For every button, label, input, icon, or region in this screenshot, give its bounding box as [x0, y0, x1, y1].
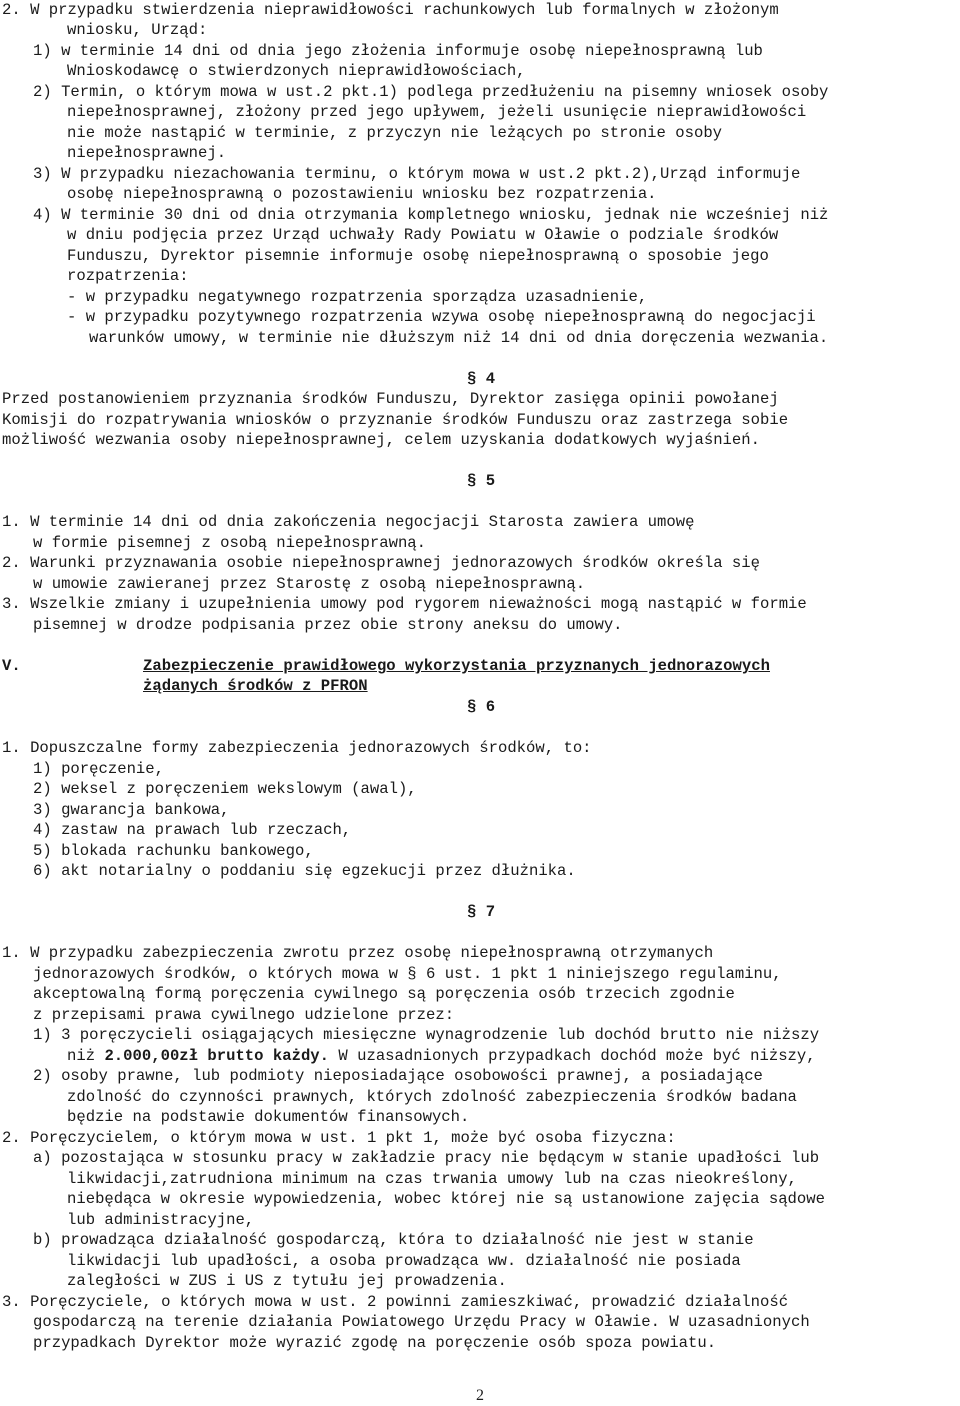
text-line: 1) 3 poręczycieli osiągających miesięczne wynagrodzenie lub dochód brutto nie niższy: [33, 1026, 820, 1044]
text-line: 4) W terminie 30 dni od dnia otrzymania kompletnego wniosku, jednak nie wcześniej niż: [33, 206, 829, 224]
text-line: nie może nastąpić w terminie, z przyczyn nie leżących po stronie osoby: [67, 124, 723, 142]
text-line: 2. W przypadku stwierdzenia nieprawidłowości rachunkowych lub formalnych w złożonym: [2, 1, 779, 19]
text-line: likwidacji lub upadłości, a osoba prowadząca ww. działalność nie posiada: [67, 1252, 741, 1270]
text-line: 5) blokada rachunku bankowego,: [33, 842, 314, 860]
text-line: z przepisami prawa cywilnego udzielone przez:: [33, 1006, 455, 1024]
text-line: rozpatrzenia:: [67, 267, 189, 285]
text-line: zaległości w ZUS i US z tytułu jej prowadzenia.: [67, 1272, 507, 1290]
text-line: niepełnosprawnej.: [67, 144, 227, 162]
text-line: w dniu podjęcia przez Urząd uchwały Rady Powiatu w Oławie o podziale środków: [67, 226, 779, 244]
section-title: żądanych środków z PFRON: [143, 677, 368, 695]
bold-amount: 2.000,00zł brutto każdy.: [104, 1047, 330, 1065]
text-line: 2. Warunki przyznawania osobie niepełnosprawnej jednorazowych środków określa się: [2, 554, 760, 572]
text-line: [67, 1046, 816, 1066]
text-line: a) pozostająca w stosunku pracy w zakładzie pracy nie będącym w stanie upadłości lub: [33, 1149, 820, 1167]
text-line: Funduszu, Dyrektor pisemnie informuje osobę niepełnosprawną o sposobie jego: [67, 247, 769, 265]
text-line: 1. Dopuszczalne formy zabezpieczenia jednorazowych środków, to:: [2, 739, 592, 757]
paragraph-heading: § 5: [467, 472, 496, 490]
page-number: 2: [476, 1387, 484, 1404]
text-line: niebędąca w okresie wypowiedzenia, wobec której nie są ustanowione zajęcia sądowe: [67, 1190, 825, 1208]
text-line: 3) W przypadku niezachowania terminu, o którym mowa w ust.2 pkt.2),Urząd informuje: [33, 165, 801, 183]
text-line: jednorazowych środków, o których mowa w § 6 ust. 1 pkt 1 niniejszego regulaminu,: [33, 965, 782, 983]
text-line: zdolność do czynności prawnych, których zdolność zabezpieczenia środków badana: [67, 1088, 797, 1106]
text-line: 1) poręczenie,: [33, 760, 165, 778]
text-line: lub administracyjne,: [67, 1211, 255, 1229]
text-line: 3) gwarancja bankowa,: [33, 801, 230, 819]
text-line: Komisji do rozpatrywania wniosków o przyznanie środków Funduszu oraz zastrzega sobie: [2, 411, 789, 429]
text-line: osobę niepełnosprawną o pozostawieniu wniosku bez rozpatrzenia.: [67, 185, 657, 203]
text-line: 1. W terminie 14 dni od dnia zakończenia negocjacji Starosta zawiera umowę: [2, 513, 695, 531]
text-line: b) prowadząca działalność gospodarczą, która to działalność nie jest w stanie: [33, 1231, 754, 1249]
text-line: 2. Poręczycielem, o którym mowa w ust. 1 pkt 1, może być osoba fizyczna:: [2, 1129, 676, 1147]
text-line: likwidacji,zatrudniona minimum na czas trwania umowy lub na czas nieokreślony,: [67, 1170, 797, 1188]
text-line: będzie na podstawie dokumentów finansowych.: [67, 1108, 470, 1126]
text-line: akceptowalną formą poręczenia cywilnego są poręczenia osób trzecich zgodnie: [33, 985, 735, 1003]
paragraph-heading: § 6: [467, 698, 496, 716]
text-line: możliwość wezwania osoby niepełnosprawnej, celem uzyskania dodatkowych wyjaśnień.: [2, 431, 760, 449]
text-line: w umowie zawieranej przez Starostę z osobą niepełnosprawną.: [33, 575, 586, 593]
text-line: 2) osoby prawne, lub podmioty nieposiadające osobowości prawnej, a posiadające: [33, 1067, 763, 1085]
section-number: V.: [2, 657, 21, 675]
text-line: Wnioskodawcę o stwierdzonych nieprawidłowościach,: [67, 62, 526, 80]
text-line: 3. Poręczyciele, o których mowa w ust. 2 powinni zamieszkiwać, prowadzić działalność: [2, 1293, 789, 1311]
text-line: pisemnej w drodze podpisania przez obie strony aneksu do umowy.: [33, 616, 623, 634]
text-line: wniosku, Urząd:: [67, 21, 208, 39]
text-line: Przed postanowieniem przyznania środków Funduszu, Dyrektor zasięga opinii powołanej: [2, 390, 779, 408]
text-line: - w przypadku negatywnego rozpatrzenia sporządza uzasadnienie,: [67, 288, 648, 306]
text-line: gospodarczą na terenie działania Powiatowego Urzędu Pracy w Oławie. W uzasadnionych: [33, 1313, 810, 1331]
text-line: niepełnosprawnej, złożony przed jego upływem, jeżeli usunięcie nieprawidłowości: [67, 103, 807, 121]
text-line: - w przypadku pozytywnego rozpatrzenia wzywa osobę niepełnosprawną do negocjacji: [67, 308, 816, 326]
text-line: 3. Wszelkie zmiany i uzupełnienia umowy pod rygorem nieważności mogą nastąpić w formie: [2, 595, 807, 613]
text-line: warunków umowy, w terminie nie dłuższym niż 14 dni od dnia doręczenia wezwania.: [89, 329, 829, 347]
text-line: 6) akt notarialny o poddaniu się egzekucji przez dłużnika.: [33, 862, 576, 880]
text-line: 2) weksel z poręczeniem wekslowym (awal),: [33, 780, 417, 798]
paragraph-heading: § 4: [467, 370, 496, 388]
text-line: 2) Termin, o którym mowa w ust.2 pkt.1) podlega przedłużeniu na pisemny wniosek osoby: [33, 83, 829, 101]
text-line: 1) w terminie 14 dni od dnia jego złożenia informuje osobę niepełnosprawną lub: [33, 42, 763, 60]
text-line: 4) zastaw na prawach lub rzeczach,: [33, 821, 352, 839]
paragraph-heading: § 7: [467, 903, 496, 921]
text-line: w formie pisemnej z osobą niepełnosprawną.: [33, 534, 427, 552]
text-line: 1. W przypadku zabezpieczenia zwrotu przez osobę niepełnosprawną otrzymanych: [2, 944, 714, 962]
text-span: W uzasadnionych przypadkach dochód może być niższy,: [329, 1047, 816, 1065]
text-span: niż: [67, 1047, 105, 1065]
text-line: przypadkach Dyrektor może wyrazić zgodę na poręczenie osób spoza powiatu.: [33, 1334, 717, 1352]
section-title: Zabezpieczenie prawidłowego wykorzystania przyznanych jednorazowych: [143, 657, 770, 675]
